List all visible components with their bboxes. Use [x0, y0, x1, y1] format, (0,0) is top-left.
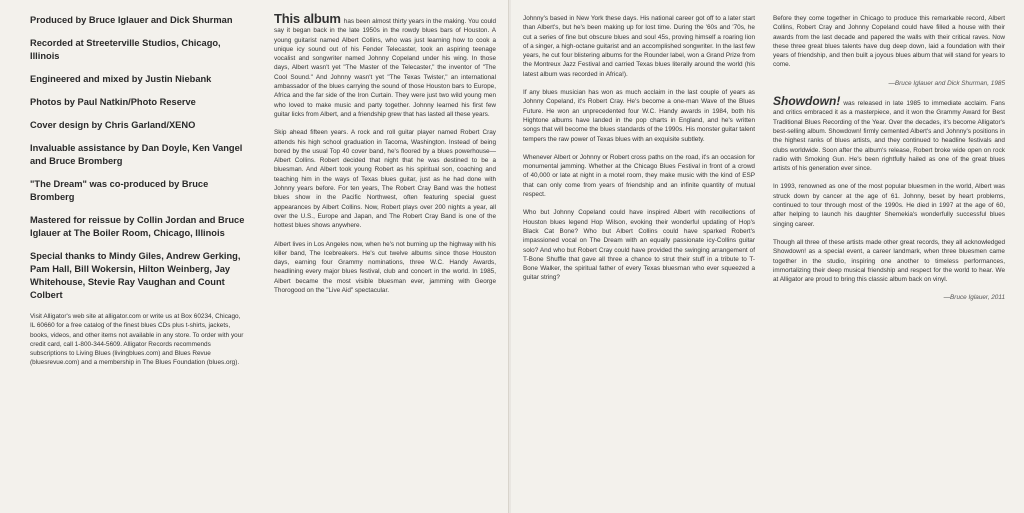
signature-1985: —Bruce Iglauer and Dick Shurman, 1985	[888, 79, 1005, 87]
essay-paragraph: Though all three of these artists made other great records, they all acknowledged Showdown! as a special event, a career landmark, when three bluesmen came together in the studio, inspiring one another to timeless performances, immortalizing their deep musical friendship and respect for the world to hear. We at Alligator are proud to bring this classic album back on vinyl.	[773, 238, 1005, 284]
credit-mastering: Mastered for reissue by Collin Jordan and Bruce Iglauer at The Boiler Room, Chicago, Illinois	[30, 215, 245, 238]
essay-paragraph	[773, 94, 1005, 173]
essay-paragraph: Albert lives in Los Angeles now, when he's not burning up the highway with his killer band, The Icebreakers. He's cut twelve albums since those Houston days, earning four Grammy nominations, three W.C. Handy Awards, headlining every major blues festival, club and concert in the world. In 1985, Albert became the most visible bluesman ever, jamming with George Thorogood on the "Live Aid" spectacular.	[274, 240, 496, 295]
essay-lead-word: This album	[274, 11, 341, 26]
essay-paragraph: Before they come together in Chicago to produce this remarkable record, Albert Collins, Robert Cray and Johnny Copeland could have filled a house with their awards from the last decade and papered the walls with their critical raves. Now these three great blues talents have dug deep down, laid a foundation with their years of friendship, and then built a joyous blues album that will stand for years to come.	[773, 15, 1005, 69]
showdown-title: Showdown!	[773, 94, 841, 109]
credit-assistance: Invaluable assistance by Dan Doyle, Ken Vangel and Bruce Bromberg	[30, 143, 243, 166]
essay-column-2	[523, 14, 755, 292]
left-page	[0, 0, 509, 513]
essay-paragraph: If any blues musician has won as much acclaim in the last couple of years as Johnny Copeland, it's Robert Cray. He's become a one-man Wave of the Blues Future. He won an unprecedented four W.C. Handy awards in 1984, both his Hightone albums have landed in the pop charts in England, and he's written songs that will become the blues standards of the 1990s. His monster guitar talent tempers the raw power of Texas blues with an exquisite subtlety.	[523, 89, 755, 143]
credit-cover-design: Cover design by Chris Garland/XENO	[30, 120, 196, 130]
essay-column-3	[773, 14, 1005, 312]
credit-photos: Photos by Paul Natkin/Photo Reserve	[30, 97, 196, 107]
essay-column-1	[274, 11, 496, 304]
credit-co-producer: "The Dream" was co-produced by Bruce Bromberg	[30, 179, 209, 202]
essay-paragraph: Johnny's based in New York these days. His national career got off to a later start than Albert's, but he's been making up for lost time. During the '60s and '70s, he cut a series of fine but obscure blues and soul 45s, proving himself a roaring lion of a singer, a high-octane guitarist and an accomplished songwriter. In the last few years, he cut four blistering albums for the Rounder label, won a Grand Prize from the Montreux Jazz Festival and carried Texas blues literally around the world (his latest album was recorded in Africa!).	[523, 15, 755, 78]
credit-engineer: Engineered and mixed by Justin Niebank	[30, 74, 212, 84]
essay-paragraph: Skip ahead fifteen years. A rock and roll guitar player named Robert Cray attends his high school graduation in Tacoma, Washington. Instead of being bored by the usual Top 40 cover band, he's floored by a blues powerhouse—Albert Collins. Robert decided that night that he was destined to be a bluesman. And Albert took young Robert as his spiritual son, coaching and teaching him in the ways of Texas blues guitar, just as he had done with Johnny years before. For ten years, The Robert Cray Band was the hottest blues show in the Pacific Northwest, often featuring special guest appearances by Albert Collins. Now, Robert plays over 200 nights a year, all over the U.S., Europe and Japan, and The Robert Cray Band is one of the hottest blues shows anywhere.	[274, 129, 496, 230]
right-page	[511, 0, 1024, 513]
signature-2011: —Bruce Iglauer, 2011	[943, 294, 1005, 302]
essay-paragraph-text: was released in late 1985 to immediate acclaim. Fans and critics embraced it as a masterpiece, and it won the Grammy Award for Best Traditional Blues Recording of the Year. Over the decades, it's become Alligator's best-selling album. Showdown! firmly cemented Albert's and Johnny's positions in the highest ranks of blues artists, and they continued to headline festivals and clubs worldwide. Soon after the album's release, Robert broke wide open on rock radio with Smoking Gun. He's been rightfully hailed as one of the great blues artists of his generation ever since.	[773, 100, 1005, 173]
essay-paragraph-text: has been almost thirty years in the making. You could say it began back in the late 1950s in the rowdy blues bars of Houston. A young guitarist named Albert Collins, who was just learning how to cook a unique icy sound out of his Fender Telecaster, took an aspiring teenage vocalist and songwriter named Johnny Copeland under his wing. In those days, Albert wasn't yet "The Master of the Telecaster," the inventor of "The Cool Sound." And Johnny wasn't yet "The Texas Twister," an international ambassador of the blues carrying the sound of those Houston bars to Europe, Africa and the far side of the Iron Curtain. They were just two wild young men who loved to make music and party together. Johnny learned his first few guitar licks from Albert, and a friendship grew that has lasted all these years.	[274, 18, 496, 118]
essay-paragraph	[274, 11, 496, 119]
essay-paragraph: Who but Johnny Copeland could have inspired Albert with recollections of Houston blues legend Hop Wilson, evoking their wonderful updating of Hop's Black Cat Bone? Who but Albert Collins could have sparked Robert's impassioned vocal on The Dream with an equally passionate icy-Collins guitar solo? And who but Robert Cray could have provided the swinging arrangement of T-Bone Shuffle that gave all three a chance to strut their stuff in a tribute to T-Bone Walker, the spiritual father of every Texas bluesman who ever squeezed a guitar string?	[523, 209, 755, 282]
essay-paragraph: In 1993, renowned as one of the most popular bluesmen in the world, Albert was struck down by cancer at the age of 61. Johnny, beset by heart problems, continued to tour through most of the 1990s. He died in 1997 at the age of 60, after helping to launch his daughter Shemekia's wonderfully successful blues singing career.	[773, 183, 1005, 228]
credit-special-thanks: Special thanks to Mindy Giles, Andrew Gerking, Pam Hall, Bill Wokersin, Hilton Weinberg, Jay Whitehouse, Stevie Ray Vaughan and Count Colbert	[30, 251, 241, 300]
credit-producer: Produced by Bruce Iglauer and Dick Shurman	[30, 15, 233, 25]
credits-column	[30, 14, 245, 368]
credit-recording: Recorded at Streeterville Studios, Chicago, Illinois	[30, 38, 221, 61]
alligator-fine-print: Visit Alligator's web site at alligator.com or write us at Box 60234, Chicago, IL 60660 for a free catalog of the finest blues CDs plus t-shirts, jackets, books, videos, and other items not available in any store. To order with your credit card, call 1-800-344-5609. Alligator Records recommends subscriptions to Living Blues (livingblues.com) and Blues Revue (bluesrevue.com) and a membership in The Blues Foundation (blues.org).	[30, 313, 244, 367]
essay-paragraph: Whenever Albert or Johnny or Robert cross paths on the road, it's an occasion for monumental jamming. Whether at the Chicago Blues Festival in front of a crowd of 40,000 or late at night in a motel room, they make music with the kind of ESP that can only come from years of friendship and an infinite quantity of mutual respect.	[523, 153, 755, 199]
